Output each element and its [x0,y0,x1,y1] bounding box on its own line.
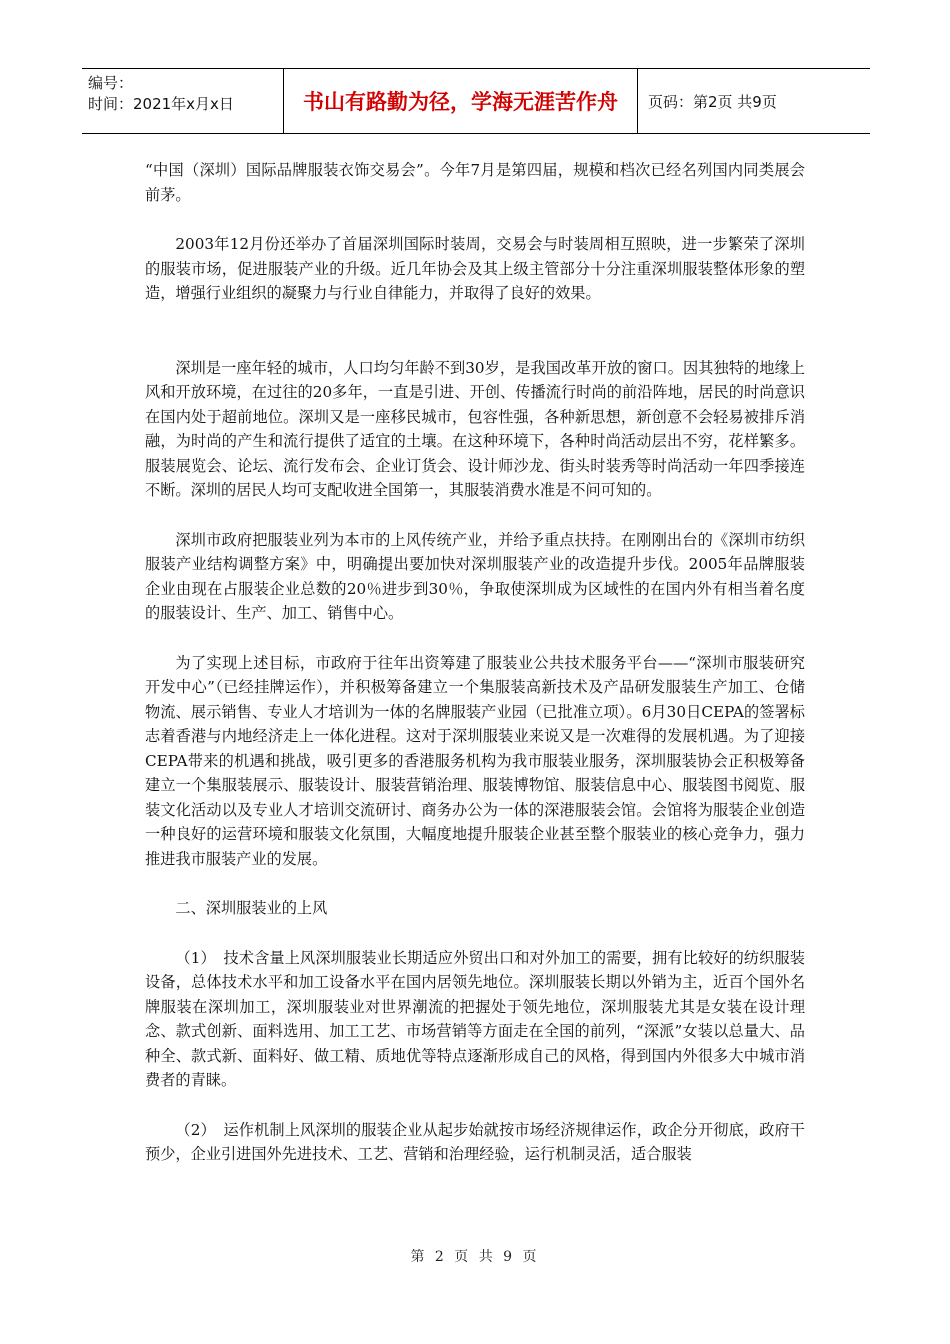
page-footer: 第 2 页 共 9 页 [410,1249,540,1265]
paragraph-cepa: 为了实现上述目标，市政府于往年出资筹建了服装业公共技术服务平台——“深圳市服装研究开发中心”（已经挂牌运作），并积极筹备建立一个集服装高新技术及产品研发服装生产加工、仓储物流、展示销售、专业人才培训为一体的名牌服装产业园（已批准立项）。6月30日CEPA的签署标志着香港与内地经济走上一体化进程。这对于深圳服装业来说又是一次难得的发展机遇。为了迎接CEPA带来的机遇和挑战，吸引更多的香港服务机构为我市服装业服务，深圳服装协会正积极筹备建立一个集服装展示、服装设计、服装营销治理、服装博物馆、服装信息中心、服装图书阅览、服装文化活动以及专业人才培训交流研讨、商务办公为一体的深港服装会馆。会馆将为服装企业创造一种良好的运营环境和服装文化氛围，大幅度地提升服装企业甚至整个服装业的核心竞争力，强力推进我市服装产业的发展。 [145,653,805,868]
paragraph-government-support: 深圳市政府把服装业列为本市的上风传统产业，并给予重点扶持。在刚刚出台的《深圳市纺织服装产业结构调整方案》中，明确提出要加快对深圳服装产业的改造提升步伐。2005年品牌服装企业由现在占服装企业总数的20％进步到30％，争取使深圳成为区域性的在国内外有相当着名度的服装设计、生产、加工、销售中心。 [145,530,805,622]
page-header [82,68,870,134]
paragraph-fashion-week: 2003年12月份还举办了首届深圳国际时装周，交易会与时装周相互照映，进一步繁荣了深圳的服装市场，促进服装产业的升级。近几年协会及其上级主管部分十分注重深圳服装整体形象的塑造，增强行业组织的凝聚力与行业自律能力，并取得了良好的效果。 [145,235,805,302]
header-motto: 书山有路勤为径，学海无涯苦作舟 [284,69,638,133]
paragraph-tech-advantage: （1） 技术含量上风深圳服装业长期适应外贸出口和对外加工的需要，拥有比较好的纺织服装设备，总体技术水平和加工设备水平在国内居领先地位。深圳服装长期以外销为主，近百个国外名牌服装在深圳加工，深圳服装业对世界潮流的把握处于领先地位，深圳服装尤其是女装在设计理念、款式创新、面料选用、加工工艺、市场营销等方面走在全国的前列，“深派”女装以总量大、品种全、款式新、面料好、做工精、质地优等特点逐渐形成自己的风格，得到国内外很多大中城市消费者的青睐。 [145,948,805,1089]
paragraph-mechanism-advantage: （2） 运作机制上风深圳的服装企业从起步始就按市场经济规律运作，政企分开彻底，政府干预少，企业引进国外先进技术、工艺、营销和治理经验，运行机制灵活，适合服装 [145,1120,805,1163]
header-meta [82,69,284,133]
header-page-label: 页码：第2页 共9页 [648,92,777,111]
document-time-label: 时间：2021年x月x日 [88,95,234,113]
paragraph-shenzhen-city: 深圳是一座年轻的城市，人口均匀年龄不到30岁，是我国改革开放的窗口。因其独特的地缘上风和开放环境，在过往的20多年，一直是引进、开创、传播流行时尚的前沿阵地，居民的时尚意识在国内处于超前地位。深圳又是一座移民城市，包容性强，各种新思想，新创意不会轻易被排斥消融，为时尚的产生和流行提供了适宜的土壤。在这种环境下，各种时尚活动层出不穷，花样繁多。服装展览会、论坛、流行发布会、企业订货会、设计师沙龙、街头时装秀等时尚活动一年四季接连不断。深圳的居民人均可支配收进全国第一，其服装消费水准是不问可知的。 [145,358,805,499]
section-heading-advantages: 二、深圳服装业的上风 [175,899,328,917]
document-number-label: 编号： [88,74,134,92]
paragraph-continuation: “中国（深圳）国际品牌服装衣饰交易会”。今年7月是第四届，规模和档次已经名列国内同类展会前茅。 [145,161,805,204]
document-body [145,158,805,1167]
